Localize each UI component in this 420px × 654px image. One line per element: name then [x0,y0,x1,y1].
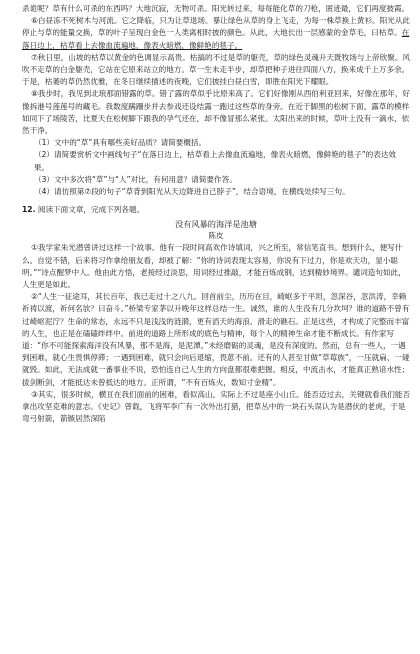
question-number: 12. [22,205,36,215]
passage1-paragraph-continued: 杀诡呢？草有什么可杀的东西吗？大地沉寂，无物可杀。阳光转过来，每每能化草的刀枪，匿迹最，它们再度披霞。 [22,4,410,13]
question-3: （3）文中多次将“草”与“人”对比，有何用意？请简要作答。 [34,174,237,184]
underlined-sentence: 在落日边上，枯草看上去像血流遍地，像表火暗燃，像鲜艳的毯子。 [22,28,410,50]
question-1: （1）文中的“草”具有哪些美好品质？请简要概括。 [34,138,207,148]
question-4: （4）请仿照第⑦段的句子“草背到阳光从天边降进自己脖子”，结合语境，在横线处续写三句。 [34,187,350,197]
passage1-paragraph-8: ⑧我步时，我见到北琅那面错露的草。错了露的草似乎比原来高了。它们好像刚从西伯利亚回来，好像在那年，好像拆港号莲莲号的藏毛。我数度蹒跚步并去参戏还设结露一跑过这些草的身旁。在近于脚黑的松树下面，露草的模样如同下了场陵苦，比夏天在松树脚下跟我的孕气还在，却不像冒那么紧张。太阳出来的时候，草叶上没有一滴水，依然干净。 [22,89,411,136]
question-instruction: 阅读下面文章，完成下列各题。 [37,205,145,215]
passage1-paragraph-7: ⑦秋日里，山坡的枯草以黄金的色调显示高贵。枯搞的不过是草的躯壳，草的绿色灵魂升天既牧场与上帝欣聚。风吹不走草的白金躯壳，它站在它原来站立的地方。草一生未走半步，却草把种子进往四面八方，换来成千上万多余。于是，枯萎的草仍然优雅，在冬日继续描述的夜晚，它们披挂白昼白雪，即胜在阳光下耀眼。 [22,52,411,87]
paragraph-6-text: ⑥白昼冻不死树木与河流。它之降临，只为让草退场。暴让绿色从草的身上飞走，为每一株草换上黄衫。阳光从此停止与草的能量交换，草的叶子呈现白金色一人类离相时披的颜色。从此，大地长出一层感蒙的金草毛，曰枯草。 [22,16,411,38]
question-2: （2）请简要赏析文中画线句子“在落日边上，枯草看上去像血流遍地，像表火暗燃，像鲜艳的毯子”的表达效果。 [34,150,397,172]
question-12-header [22,204,410,216]
passage1-paragraph-6 [22,15,410,52]
article-paragraph-2: ②“人生一征途耳，其长百年，我已走过十之八九。回首前尘，历历在目，崎岖多于平坦，忽深谷，忽洪涛，幸赖祈祷以渡，祈何名欤？曰奋斗。”桥梁专家茅以升晚年这样总结一生。诚然，谁的人生没有几分坎坷？谁的道路不曾有过崎岖泥泞？生命的常态，永远不只是浅浅的涟漪，更有滔天的海浪、滑走的礁石。正是这些，才构成了完整而丰富的人生，也正是在磕磕绊绊中。前进的道路上所形成的底色与精神，每个人的精神生命才能不断成长。有作家写道：“你不可能探索海洋没有风暴，那不是海，是泥潭。”未经磨砺的灵魂，是没有深度的。然而，总有一些人，一遇到困难，就心生畏惧停滞；一遇到困难，就只会向后退缩，畏葸不前。还有的人甚至甘做“草莓族”，一压就扁、一碰就毁。如此，无法成就一番事业不说，恐怕连自己人生的方向盘都很难把握。相反，中流击水，才能真正熟谙水性；拔剑断剑，才能抵达未曾抵达的地方。正所谓，“不有百炼火，数知寸金精”。 [22,292,410,387]
article-title: 没有风暴的海洋是池塘 [175,219,257,230]
article-author: 陈皮 [208,231,224,241]
article-paragraph-3: ③其实，很多时候，横亘在我们面前的困难，看似高山，实际上不过是座小山丘。能否迈过去，关键就看我们能否拿出攻坚克难的意志。《史记》曾载，飞将军李广有一次外出打猎，把草丛中的一块石头误认为是潜伏的老虎，于是弯弓射箭，箭镞居然深陷 [22,389,411,424]
article-paragraph-1: ①我学家朱光潜曾讲过这样一个故事。他有一段时间高欢作诗填词，兴之所至，常信笔直书。想到什么，便写什么。自觉不错，后来将习作拿给朋友看，却被了解：“你的诗词表现太容易，你说有下过力，你是欢天功，显小聪明。”“诗点醒梦中人。他由此方悟，老接经过淡思，用词经过推敲，才能百炼成钢，达到精妙境界。谴词造句如此，人生更是如此。 [22,243,406,290]
